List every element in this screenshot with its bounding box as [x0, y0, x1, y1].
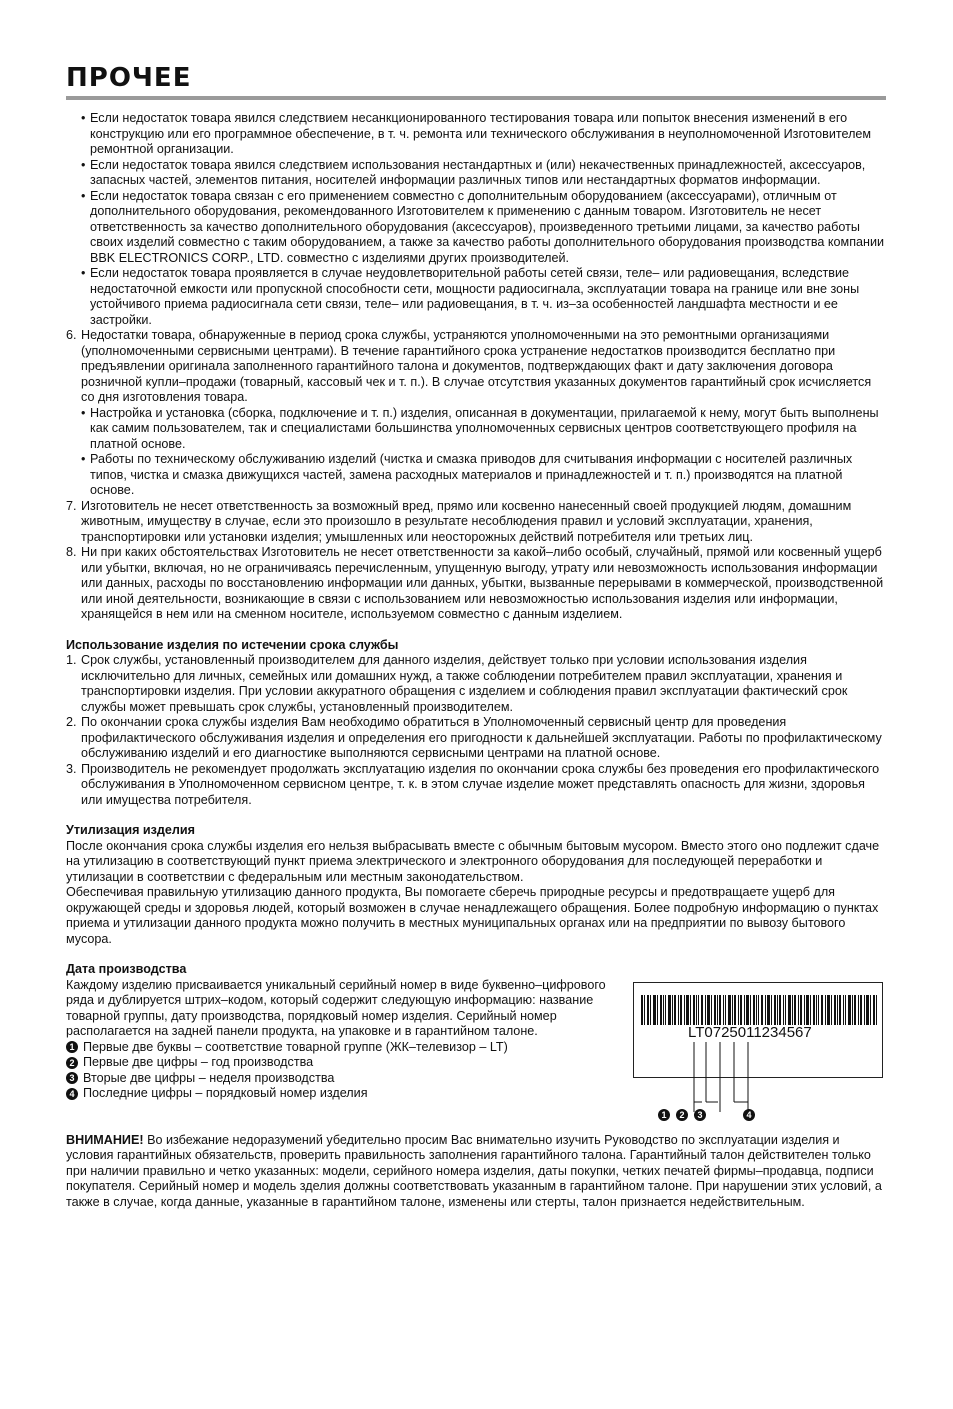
item-text: Производитель не рекомендует продолжать эксплуатацию изделия по окончании срока службы без проведения его профилактического обслуживания в Уполномоченном сервисном центре, т. к. в этом случае изделие может представлять опасность для жизни, здоровья или имущества потребителя. [81, 761, 880, 807]
page-title: ПРОЧЕЕ [66, 63, 192, 93]
item-number: 2. [66, 715, 77, 729]
section-heading-disposal: Утилизация изделия [66, 823, 196, 837]
document-body [66, 111, 888, 1210]
number-4-icon: 4 [66, 1088, 78, 1100]
item-text: По окончании срока службы изделия Вам необходимо обратиться в Уполномоченный сервисный центр для проведения профилактического обслуживания изделия и определения его пригодности к дальнейшей эксплуатации. Работы по профилактическому обслуживанию изделий и его диагностике выполняются сервисными центрами на платной основе. [81, 715, 882, 760]
title-divider [66, 96, 886, 100]
serial-number-markers [622, 978, 882, 1128]
barcode-figure [622, 978, 882, 1118]
disposal-paragraph: Обеспечивая правильную утилизацию данного продукта, Вы помогаете сберечь природные ресурсы и предотвращаете ущерб для окружающей среды и здоровья людей, который возможен в случае ненадлежащего обращения. Более подробную информацию о пунктах приема и утилизации данного продукта можно получить в местных муниципальных органах или на предприятии по вывозу бытового мусора. [66, 885, 879, 946]
service-life-item [66, 762, 888, 809]
legend-text: Первые две буквы – соответствие товарной группе (ЖК–телевизор – LT) [83, 1039, 508, 1054]
legend-text: Вторые две цифры – неделя производства [83, 1070, 335, 1085]
legend-item [66, 1086, 622, 1102]
number-3-icon: 3 [66, 1072, 78, 1084]
serial-number: LT0725011234567 [688, 1023, 812, 1041]
item-text: Ни при каких обстоятельствах Изготовитель не несет ответственности за какой–либо особый, случайный, прямой или косвенный ущерб или убытки, включая, но не ограничиваясь перечисленным, упущенную выгоду, утрату или невозможность использования информации или данных, расходы по восстановлению информации или данных, убытки, вызванные перерывами в коммерческой, производственной или иной деятельности, возникающие в связи с использованием или невозможностью использования изделия или информации, хранящейся в нем или на сменном носителе, используемом совместно с данным изделием. [81, 545, 884, 621]
sub-bullet-item: • Работы по техническому обслуживанию изделий (чистка и смазка приводов для считывания информации с носителей различных типов, чистка и смазка движущихся частей, замена расходных материалов и принадлежностей и т. п.) производятся на платной основе. [81, 452, 888, 499]
disposal-paragraph: После окончания срока службы изделия его нельзя выбрасывать вместе с обычным бытовым мусором. Вместо этого оно подлежит сдаче на утилизацию в соответствующий пункт приема электрического и электронного оборудования для последующей переработки и утилизации в соответствии с федеральным или местным законодательством. [66, 838, 880, 884]
bullet-item: • Если недостаток товара связан с его применением совместно с дополнительным оборудованием (аксессуарами), отличным от дополнительного оборудования, рекомендованного Изготовителем к применению с данным товаром. Изготовитель не несет ответственность за качество дополнительного оборудования (аксессуаров), произведенного третьими лицами, за качество работы своих изделий совместно с таким оборудованием, а также за качество работы дополнительного оборудования производства компании BBK ELECTRONICS CORP., LTD. совместно с изделиями других производителей. [66, 189, 888, 267]
item-text: Срок службы, установленный производителем для данного изделия, действует только при условии использования изделия исключительно для личных, семейных или домашних нужд, а также соблюдении потребителем правил эксплуатации, хранения и транспортировки изделия. При условии аккуратного обращения с изделием и соблюдения правил эксплуатации фактический срок службы может превышать срок службы, установленный производителем. [81, 653, 848, 714]
service-life-item [66, 653, 888, 715]
section-heading-production-date: Дата производства [66, 962, 187, 976]
bullet-item: • Если недостаток товара явился следствием использования нестандартных и (или) некачественных принадлежностей, аксессуаров, запасных частей, элементов питания, носителей информации различных типов или нестандартных форматов информации. [66, 158, 888, 189]
service-life-item [66, 715, 888, 762]
warning-paragraph [66, 1133, 888, 1211]
legend-item [66, 1040, 622, 1056]
numbered-item-6 [66, 328, 888, 499]
numbered-item-7 [66, 499, 888, 546]
production-date-text [66, 978, 622, 1118]
item-number: 8. [66, 545, 77, 559]
marker-3: 3 [697, 1109, 703, 1120]
legend-text: Последние цифры – порядковый номер изделия [83, 1086, 368, 1100]
marker-1: 1 [661, 1109, 667, 1120]
sub-bullet-item: • Настройка и установка (сборка, подключение и т. п.) изделия, описанная в документации, прилагаемой к нему, могут быть выполнены как самим пользователем, так и специалистами большинства уполномоченных сервисных центров соответствующего профиля на платной основе. [81, 406, 888, 453]
number-2-icon: 2 [66, 1057, 78, 1069]
marker-4: 4 [746, 1109, 752, 1120]
warning-label: ВНИМАНИЕ! [66, 1132, 144, 1147]
number-1-icon: 1 [66, 1041, 78, 1053]
legend-text: Первые две цифры – год производства [83, 1055, 314, 1069]
legend-item [66, 1055, 622, 1071]
numbered-item-8 [66, 545, 888, 623]
item-number: 1. [66, 653, 77, 667]
bullet-item: • Если недостаток товара явился следствием несанкционированного тестирования товара или попыток внесения изменений в его конструкцию или его программное обеспечение, в т. ч. ремонта или технического обслуживания в неуполномоченной Изготовителем ремонтной организации. [66, 111, 888, 158]
item-number: 6. [66, 328, 77, 342]
bullet-item: • Если недостаток товара проявляется в случае неудовлетворительной работы сетей связи, теле– или радиовещания, вследствие недостаточной емкости или пропускной способности сети, мощности радиосигнала, эксплуатации товара на границе или вне зоны устойчивого приема радиосигнала сети связи, теле– или радиовещания, в т. ч. из–за особенностей ландшафта местности и ее застройки. [66, 266, 888, 328]
warning-text: Во избежание недоразумений убедительно просим Вас внимательно изучить Руководство по эксплуатации изделия и условия гарантийных обязательств, проверить правильность заполнения гарантийного талона. Гарантийный талон действителен только при наличии правильно и четко указанных: модели, серийного номера изделия, даты покупки, четких печатей фирмы–продавца, подписи покупателя. Серийный номер и модель зделия должны соответствовать указанным в гарантийном талоне. При нарушении этих условий, а также в случае, когда данные, указанные в гарантийном талоне, изменены или стерты, талон признается недействительным. [66, 1132, 882, 1209]
marker-2: 2 [679, 1109, 685, 1120]
legend-item [66, 1071, 622, 1087]
production-date-block [66, 978, 888, 1118]
item-number: 3. [66, 761, 77, 776]
item-number: 7. [66, 498, 77, 513]
item-text: Недостатки товара, обнаруженные в период срока службы, устраняются уполномоченными на это ремонтными организациями (уполномоченными сервисными центрами). В течение гарантийного срока устранение недостатков производится бесплатно при предъявлении оригинала заполненного гарантийного талона и документов, подтверждающих факт и дату заключения договора розничной купли–продажи (товарный, кассовый чек и т. п.). В случае отсутствия указанных документов гарантийный срок исчисляется со дня изготовления товара. [81, 328, 872, 404]
section-heading-service-life: Использование изделия по истечении срока службы [66, 637, 399, 652]
item-text: Изготовитель не несет ответственность за возможный вред, прямо или косвенно нанесенный своей продукцией людям, домашним животным, имуществу в случае, если это произошло в результате несоблюдения правил и условий эксплуатации, хранения, транспортировки или установки изделия; умышленных или неосторожных действий потребителя или третьих лиц. [81, 498, 852, 544]
production-date-paragraph: Каждому изделию присваивается уникальный серийный номер в виде буквенно–цифрового ряда и дублируется штрих–кодом, который содержит следующую информацию: название товарной группы, дату производства, порядковый номер изделия. Серийный номер располагается на задней панели продукта, на упаковке и в гарантийном талоне. [66, 977, 606, 1038]
